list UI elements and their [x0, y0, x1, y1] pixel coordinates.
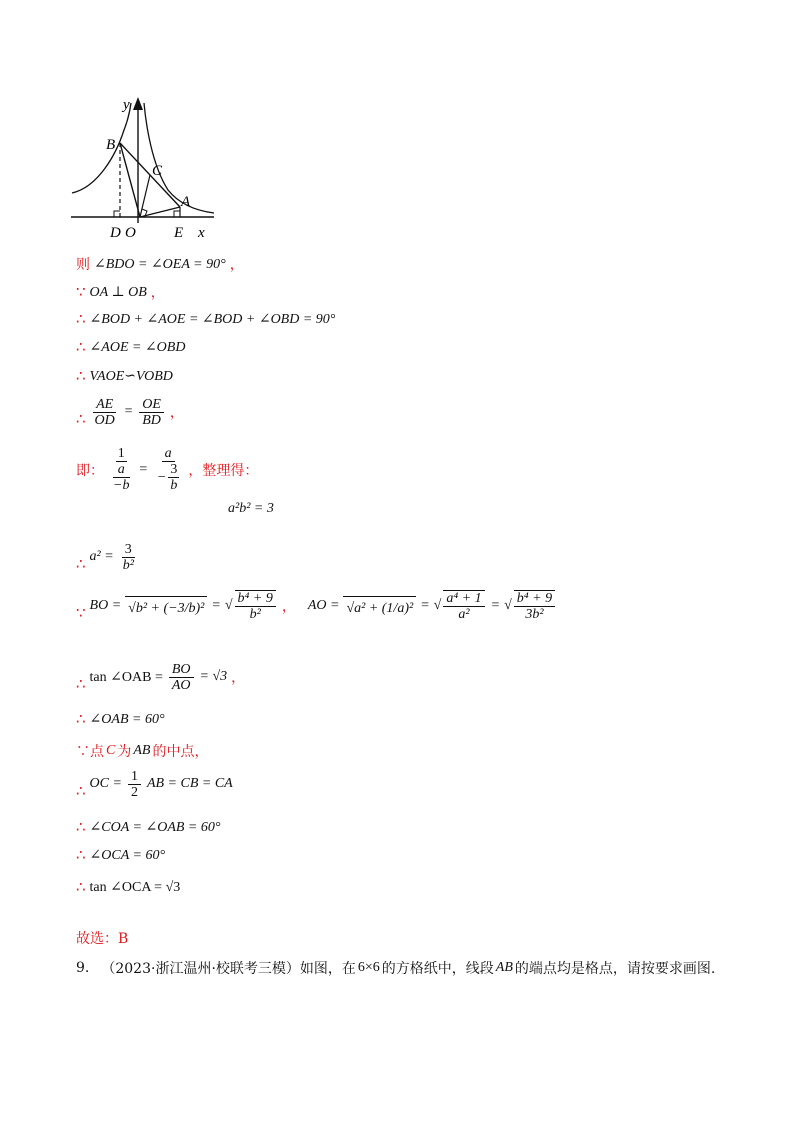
- result-a2b2: a²b² = 3: [228, 501, 274, 516]
- ao-lhs: AO =: [307, 598, 340, 613]
- denominator: b²: [249, 607, 261, 622]
- punct: ，: [150, 285, 165, 301]
- math-expr: OA ⊥ OB: [89, 284, 147, 300]
- math-expr: ∠BOD + ∠AOE = ∠BOD + ∠OBD = 90°: [89, 311, 336, 327]
- step-line-14: [76, 818, 220, 836]
- fraction-1a-over-minus-b: [110, 446, 132, 493]
- equals: =: [211, 598, 221, 613]
- y-axis-arrow: [133, 97, 143, 110]
- sqrt-ao: √a² + (1/a)²: [343, 596, 416, 617]
- step-line-8: [76, 541, 139, 573]
- denominator: a²: [458, 607, 470, 622]
- sqrt-inner: b² + (−3/b)²: [135, 600, 205, 616]
- therefore-symbol: ∴: [76, 818, 86, 836]
- denominator: [154, 462, 182, 493]
- coordinate-figure: [68, 95, 228, 243]
- numerator: a⁴ + 1: [443, 591, 484, 607]
- lhs: a² =: [89, 549, 114, 564]
- denominator: OD: [94, 412, 115, 428]
- fraction-3-over-b2: [120, 542, 137, 573]
- label-d: D: [110, 225, 121, 241]
- equals: =: [490, 598, 501, 613]
- step-line-1: [76, 254, 244, 274]
- therefore-symbol: ∴: [76, 878, 86, 896]
- a: a: [117, 462, 125, 477]
- right-angle-d: [114, 211, 120, 217]
- label-c: C: [152, 163, 163, 179]
- numerator: [113, 446, 130, 478]
- question-number: 9.: [76, 960, 90, 976]
- denominator: 3b²: [525, 607, 544, 622]
- math-expr: ∠BDO = ∠OEA = 90°: [94, 256, 226, 272]
- denominator: 2: [130, 784, 138, 800]
- therefore-symbol: ∴: [76, 338, 86, 356]
- label-b: B: [106, 137, 116, 153]
- numerator: 3: [122, 542, 135, 558]
- segment-ab: AB: [133, 743, 151, 758]
- denominator: b²: [122, 557, 134, 573]
- denominator: BD: [142, 412, 161, 428]
- denominator: −b: [113, 478, 130, 493]
- segment-ab: AB: [495, 960, 513, 975]
- midpoint-text: 的中点，: [152, 744, 209, 760]
- therefore-symbol: ∴: [76, 710, 86, 728]
- answer-line: 故选：B: [76, 931, 129, 947]
- math-expr: ∠COA = ∠OAB = 60°: [89, 819, 221, 835]
- punct: ，: [229, 257, 244, 273]
- fraction-half: [128, 769, 141, 800]
- fraction: [514, 590, 555, 622]
- numerator: b⁴ + 9: [235, 591, 276, 607]
- step-line-6: [76, 396, 184, 428]
- question-mid: 的方格纸中，线段: [381, 961, 494, 977]
- fraction-bo-ao: [169, 662, 194, 693]
- rhs: AB = CB = CA: [146, 776, 233, 791]
- question-end: 的端点均是格点，请按要求画图.: [514, 961, 716, 977]
- step-line-2: [76, 282, 165, 302]
- as-text: 为: [117, 744, 132, 760]
- bo-lhs: BO =: [89, 598, 122, 613]
- therefore-symbol: ∴: [76, 675, 86, 693]
- math-expr: ∠OCA = 60°: [89, 847, 166, 863]
- simplify-label: ，整理得：: [188, 462, 259, 479]
- therefore-symbol: ∴: [76, 410, 86, 428]
- fraction: [235, 590, 276, 622]
- punct: ，: [169, 405, 184, 421]
- numerator: a: [162, 446, 175, 462]
- therefore-symbol: ∴: [76, 782, 86, 800]
- therefore-symbol: ∴: [76, 846, 86, 864]
- numerator: 1: [128, 769, 141, 785]
- left-curve: [72, 103, 131, 193]
- math-expr: tan ∠OCA = √3: [89, 879, 181, 895]
- therefore-symbol: ∴: [76, 310, 86, 328]
- point-c: C: [106, 743, 116, 758]
- punct: ，: [281, 599, 296, 615]
- lhs: OC =: [89, 776, 122, 791]
- step-line-11: [76, 710, 165, 728]
- label-a: A: [181, 194, 191, 210]
- label-o: O: [125, 225, 136, 241]
- therefore-symbol: ∴: [76, 367, 86, 385]
- because-symbol: ∵: [76, 604, 86, 622]
- step-line-16: [76, 878, 180, 896]
- fraction-a-over-minus-3b: [154, 446, 182, 493]
- step-line-10: [76, 661, 245, 693]
- label-e: E: [174, 225, 184, 241]
- b: b: [170, 478, 178, 493]
- equals: =: [123, 404, 134, 419]
- math-expr: ∠AOE = ∠OBD: [89, 339, 186, 355]
- fraction-ae-od: [92, 397, 118, 428]
- step-line-5: [76, 367, 173, 385]
- step-line-15: [76, 846, 165, 864]
- sqrt-inner: a² + (1/a)²: [354, 600, 414, 616]
- ie-prefix: 即：: [76, 462, 104, 479]
- fraction-oe-bd: [139, 397, 164, 428]
- step-line-4: [76, 338, 185, 356]
- sqrt-ao-result: √ $\frac{\text{a⁴ + 1}}{\text{a²}}$: [434, 590, 487, 622]
- right-angle-e: [174, 211, 180, 217]
- label-x: x: [198, 225, 205, 241]
- denominator: AO: [171, 677, 191, 693]
- punct: ，: [231, 670, 246, 686]
- minus: −: [156, 470, 167, 485]
- fraction: [443, 590, 484, 622]
- because-symbol: ∵: [76, 283, 86, 301]
- grid-size: 6×6: [357, 960, 380, 975]
- numerator: b⁴ + 9: [514, 591, 555, 607]
- because-point-text: ∵点: [76, 744, 104, 760]
- tan-lhs: tan ∠OAB =: [89, 669, 163, 685]
- math-expr: VAOE∽VOBD: [89, 368, 173, 384]
- equals: =: [138, 461, 148, 477]
- question-source: （2023·浙江温州·校联考三模）如图，在: [101, 961, 356, 977]
- inner-fraction: [168, 462, 179, 493]
- question-9: [76, 958, 715, 978]
- numerator: OE: [139, 397, 164, 413]
- numerator: AE: [93, 397, 116, 413]
- step-line-7: [76, 446, 258, 493]
- step-line-12: [76, 741, 208, 761]
- step-line-3: [76, 310, 335, 328]
- step-line-13: [76, 768, 233, 800]
- rhs: = √3: [199, 669, 228, 684]
- sqrt-bo: √b² + (−3/b)²: [125, 596, 207, 617]
- step-line-9: [76, 590, 557, 622]
- sqrt-bo-result: √ $\frac{\text{b⁴ + 9}}{\text{b²}}$: [225, 590, 278, 622]
- math-expr: ∠OAB = 60°: [89, 711, 165, 727]
- three: 3: [170, 462, 178, 477]
- then-prefix: 则: [76, 257, 90, 273]
- therefore-symbol: ∴: [76, 555, 86, 573]
- equals: =: [420, 598, 430, 613]
- sqrt-ao-result-2: √ $\frac{\text{b⁴ + 9}}{\text{3b²}}$: [504, 590, 557, 622]
- label-y: y: [123, 97, 130, 113]
- right-curve: [144, 103, 214, 213]
- one: 1: [117, 446, 125, 461]
- numerator: BO: [169, 662, 194, 678]
